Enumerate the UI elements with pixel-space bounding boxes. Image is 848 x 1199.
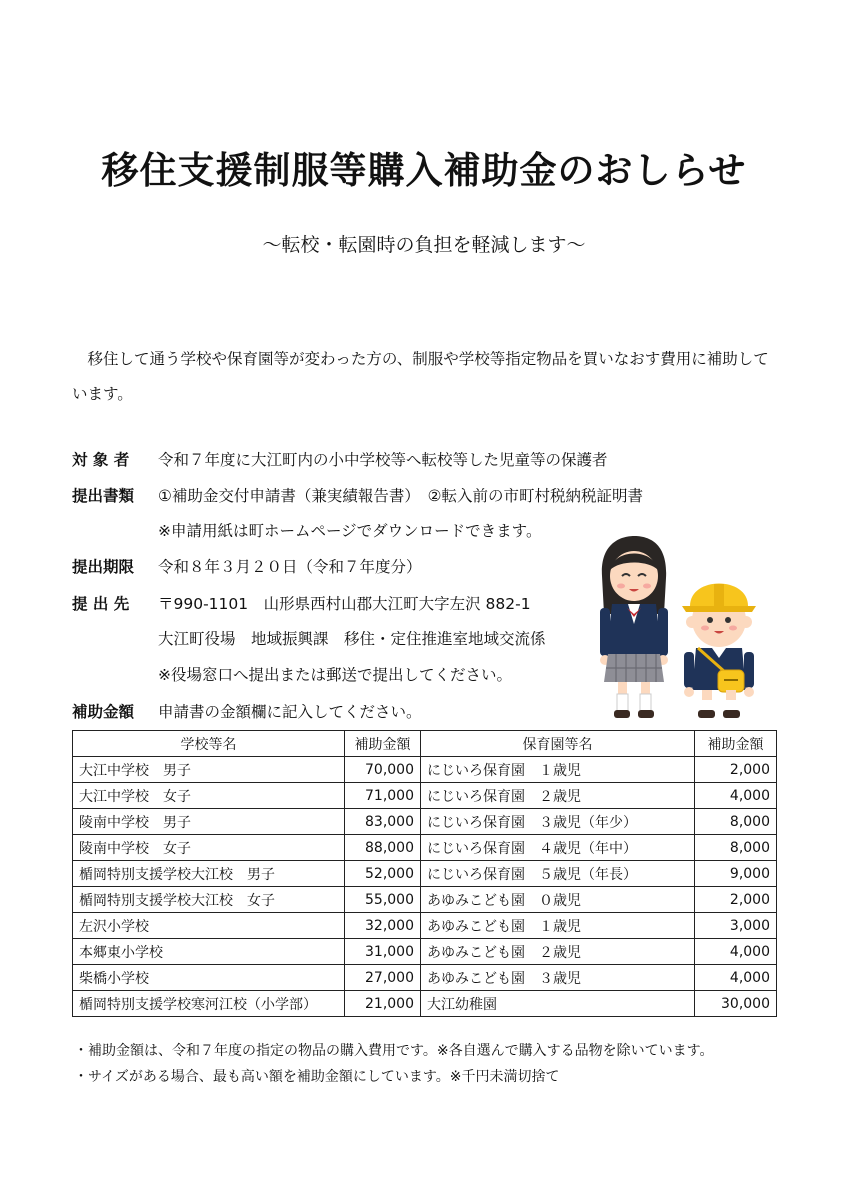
nursery-amount: 8,000 [695, 835, 777, 861]
school-name: 左沢小学校 [73, 913, 345, 939]
nursery-name: にじいろ保育園 ５歳児（年長） [421, 861, 695, 887]
nursery-name: にじいろ保育園 １歳児 [421, 757, 695, 783]
school-amount: 52,000 [345, 861, 421, 887]
nursery-name: あゆみこども園 ２歳児 [421, 939, 695, 965]
page-title: 移住支援制服等購入補助金のおしらせ [101, 149, 747, 192]
nursery-name: にじいろ保育園 ２歳児 [421, 783, 695, 809]
nursery-amount: 30,000 [695, 991, 777, 1017]
table-row [73, 861, 777, 887]
header-school: 学校等名 [73, 731, 345, 757]
table-header-row [73, 731, 777, 757]
school-name: 柴橋小学校 [73, 965, 345, 991]
school-amount: 70,000 [345, 757, 421, 783]
deadline-value: 令和８年３月２０日（令和７年度分） [158, 558, 422, 576]
table-row [73, 991, 777, 1017]
school-name: 楯岡特別支援学校寒河江校（小学部） [73, 991, 345, 1017]
table-row [73, 783, 777, 809]
amount-row [72, 700, 422, 722]
footnote-2: ・サイズがある場合、最も高い額を補助金額にしています。※千円未満切捨て [74, 1069, 560, 1085]
school-amount: 83,000 [345, 809, 421, 835]
destination-row [72, 592, 531, 614]
table-row [73, 913, 777, 939]
documents-label: 提出書類 [72, 487, 135, 505]
school-name: 陵南中学校 女子 [73, 835, 345, 861]
documents-row [72, 484, 643, 506]
documents-value: ①補助金交付申請書（兼実績報告書） ②転入前の市町村税納税証明書 [158, 487, 644, 505]
school-amount: 21,000 [345, 991, 421, 1017]
table-row [73, 939, 777, 965]
nursery-amount: 2,000 [695, 887, 777, 913]
nursery-name: にじいろ保育園 ３歳児（年少） [421, 809, 695, 835]
nursery-amount: 2,000 [695, 757, 777, 783]
intro-paragraph: 移住して通う学校や保育園等が変わった方の、制服や学校等指定物品を買いなおす費用に補助しています。 [72, 350, 769, 403]
table-row [73, 835, 777, 861]
nursery-name: あゆみこども園 ０歳児 [421, 887, 695, 913]
documents-note: ※申請用紙は町ホームページでダウンロードできます。 [158, 522, 542, 540]
school-name: 大江中学校 男子 [73, 757, 345, 783]
school-amount: 31,000 [345, 939, 421, 965]
school-amount: 55,000 [345, 887, 421, 913]
school-name: 大江中学校 女子 [73, 783, 345, 809]
target-value: 令和７年度に大江町内の小中学校等へ転校等した児童等の保護者 [158, 451, 608, 469]
header-school-amount: 補助金額 [345, 731, 421, 757]
school-amount: 71,000 [345, 783, 421, 809]
page-subtitle: ～転校・転園時の負担を軽減します～ [262, 234, 586, 256]
subsidy-table [72, 730, 777, 1017]
nursery-amount: 8,000 [695, 809, 777, 835]
table-row [73, 887, 777, 913]
table-row [73, 809, 777, 835]
school-amount: 27,000 [345, 965, 421, 991]
nursery-name: あゆみこども園 １歳児 [421, 913, 695, 939]
amount-label: 補助金額 [72, 703, 135, 721]
school-name: 楯岡特別支援学校大江校 女子 [73, 887, 345, 913]
destination-label: 提 出 先 [72, 595, 130, 613]
school-name: 陵南中学校 男子 [73, 809, 345, 835]
footnote-1: ・補助金額は、令和７年度の指定の物品の購入費用です。※各自選んで購入する品物を除いています。 [74, 1043, 714, 1059]
nursery-amount: 4,000 [695, 783, 777, 809]
school-name: 本郷東小学校 [73, 939, 345, 965]
school-amount: 32,000 [345, 913, 421, 939]
schoolgirl-illustration [594, 534, 674, 724]
amount-value: 申請書の金額欄に記入してください。 [158, 703, 422, 721]
nursery-name: 大江幼稚園 [421, 991, 695, 1017]
table-row [73, 965, 777, 991]
deadline-row [72, 555, 422, 577]
nursery-amount: 4,000 [695, 965, 777, 991]
deadline-label: 提出期限 [72, 558, 135, 576]
nursery-amount: 9,000 [695, 861, 777, 887]
target-label: 対 象 者 [72, 451, 130, 469]
table-row [73, 757, 777, 783]
destination-note: ※役場窓口へ提出または郵送で提出してください。 [158, 666, 512, 684]
nursery-amount: 4,000 [695, 939, 777, 965]
nursery-name: あゆみこども園 ３歳児 [421, 965, 695, 991]
school-amount: 88,000 [345, 835, 421, 861]
school-name: 楯岡特別支援学校大江校 男子 [73, 861, 345, 887]
target-row [72, 448, 608, 470]
nursery-amount: 3,000 [695, 913, 777, 939]
schoolboy-illustration [676, 568, 762, 720]
destination-address: 〒990-1101 山形県西村山郡大江町大字左沢 882-1 [158, 595, 531, 613]
nursery-name: にじいろ保育園 ４歳児（年中） [421, 835, 695, 861]
header-nursery: 保育園等名 [421, 731, 695, 757]
destination-office: 大江町役場 地域振興課 移住・定住推進室地域交流係 [158, 630, 546, 648]
header-nursery-amount: 補助金額 [695, 731, 777, 757]
